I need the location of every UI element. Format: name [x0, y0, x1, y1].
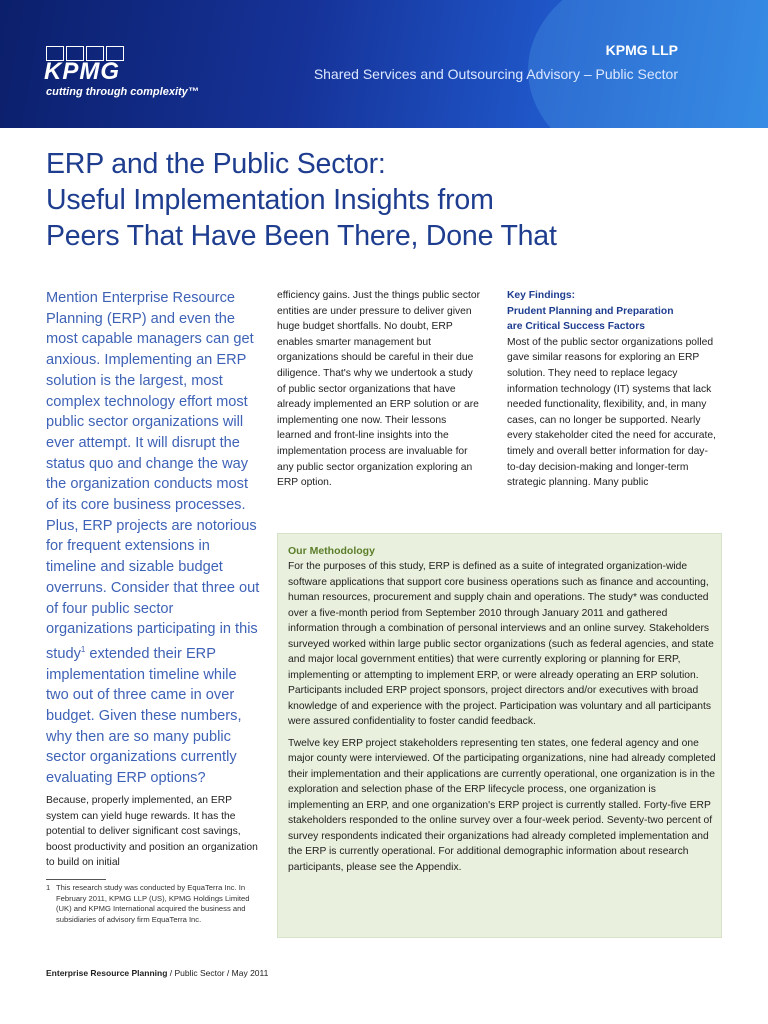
banner-decoration — [528, 0, 768, 128]
footnote-divider — [46, 879, 106, 880]
title-line-2: Useful Implementation Insights from — [46, 184, 494, 216]
practice-name: Shared Services and Outsourcing Advisory – Public Sector — [313, 66, 678, 82]
page-footer: Enterprise Resource Planning / Public Sector / May 2011 — [46, 968, 269, 978]
column2-body: efficiency gains. Just the things public sector entities are under pressure to deliver given huge budget shortfalls. No doubt, ERP enables smarter management but organizations should be careful in their due diligence. That's why we undertook a study of public sector organizations that have already implemented an ERP solution or are implementing one now. Their lessons learned and front-line insights into the implementation process are invaluable for any public sector organization exploring an ERP option. — [277, 290, 480, 489]
document-title — [46, 146, 726, 254]
key-findings-section — [507, 288, 719, 491]
logo-tagline: cutting through complexity™ — [46, 86, 199, 98]
title-line-1: ERP and the Public Sector: — [46, 148, 386, 180]
header-banner — [0, 0, 768, 128]
column1-body: Because, properly implemented, an ERP system can yield huge rewards. It has the potential to deliver significant cost savings, boost productivity and position an organization to build on initial — [46, 795, 258, 869]
key-findings-body: Most of the public sector organizations polled gave similar reasons for exploring an ERP solution. They need to replace legacy information technology (IT) systems that lack needed functionality, flexibility, and, in many cases, can no longer be supported. Nearly every stakeholder cited the need for accurate, timely and overall better information for day-to-day decision-making and longer-term strategic planning. Many public — [507, 336, 716, 489]
methodology-paragraph-1: For the purposes of this study, ERP is defined as a suite of integrated organization-wide software applications that support core business operations such as finance and accounting, human resources, procurement and supply chain and operations. The study* was conducted over a five-month period from September 2010 through January 2011 and gathered information through a combination of personal interviews and an online survey. Stakeholders surveyed worked within large public sector organizations (such as federal agencies, and state and major local government entities) that were currently exploring or planning for ERP, implementing or attempting to implement ERP, or were already operating an ERP solution. Participants included ERP project sponsors, project directors and/or executives with broad knowledge of and experience with the project. Participation was voluntary and all participants were assured confidentiality to foster candid feedback. — [288, 561, 714, 727]
kpmg-logo: KPMG — [44, 58, 120, 85]
methodology-box — [277, 533, 722, 938]
intro-paragraph: Mention Enterprise Resource Planning (ERP) and even the most capable managers can get anxious. Implementing an ERP solution is the largest, most complex technology effort most public sector organizations will ever attempt. It will disrupt the status quo and change the way the organization conducts most of its core business processes. Plus, ERP projects are notorious for frequent extensions in timeline and sizable budget overruns. Consider that three out of four public sector organizations participating in this study$^1$ extended their ERP implementation timeline while two out of three came in over budget. Given these numbers, why then are so many public sector organizations currently evaluating ERP options? — [46, 290, 260, 787]
firm-name: KPMG LLP — [605, 42, 678, 58]
title-line-3: Peers That Have Been There, Done That — [46, 220, 557, 252]
methodology-paragraph-2: Twelve key ERP project stakeholders representing ten states, one federal agency and one major county were interviewed. Of the participating organizations, nine had already completed their implementation and their applications are currently operational, one organization is in the exploration and selection phase of the ERP lifecycle process, one organization is implementing an ERP, and one organization's ERP project is currently stalled. Forty-five ERP stakeholders responded to the online survey over a four-week period. Seventy-two percent of survey respondents indicated their organizations had already completed implementation and the ERP is currently operational. For additional demographic information about research participants, please see the Appendix. — [288, 737, 716, 873]
footnote-number: 1 — [46, 883, 51, 892]
footnote-text: This research study was conducted by EquaTerra Inc. In February 2011, KPMG LLP (US), KPMG Holdings Limited (UK) and KPMG International acquired the business and subsidiaries of advisory firm EquaTerra Inc. — [56, 883, 250, 924]
methodology-heading: Our Methodology — [288, 545, 375, 557]
key-findings-heading: Key Findings: Prudent Planning and Preparation are Critical Success Factors — [507, 290, 674, 333]
footnote — [46, 883, 258, 925]
footnote-ref: 1 — [80, 644, 86, 654]
